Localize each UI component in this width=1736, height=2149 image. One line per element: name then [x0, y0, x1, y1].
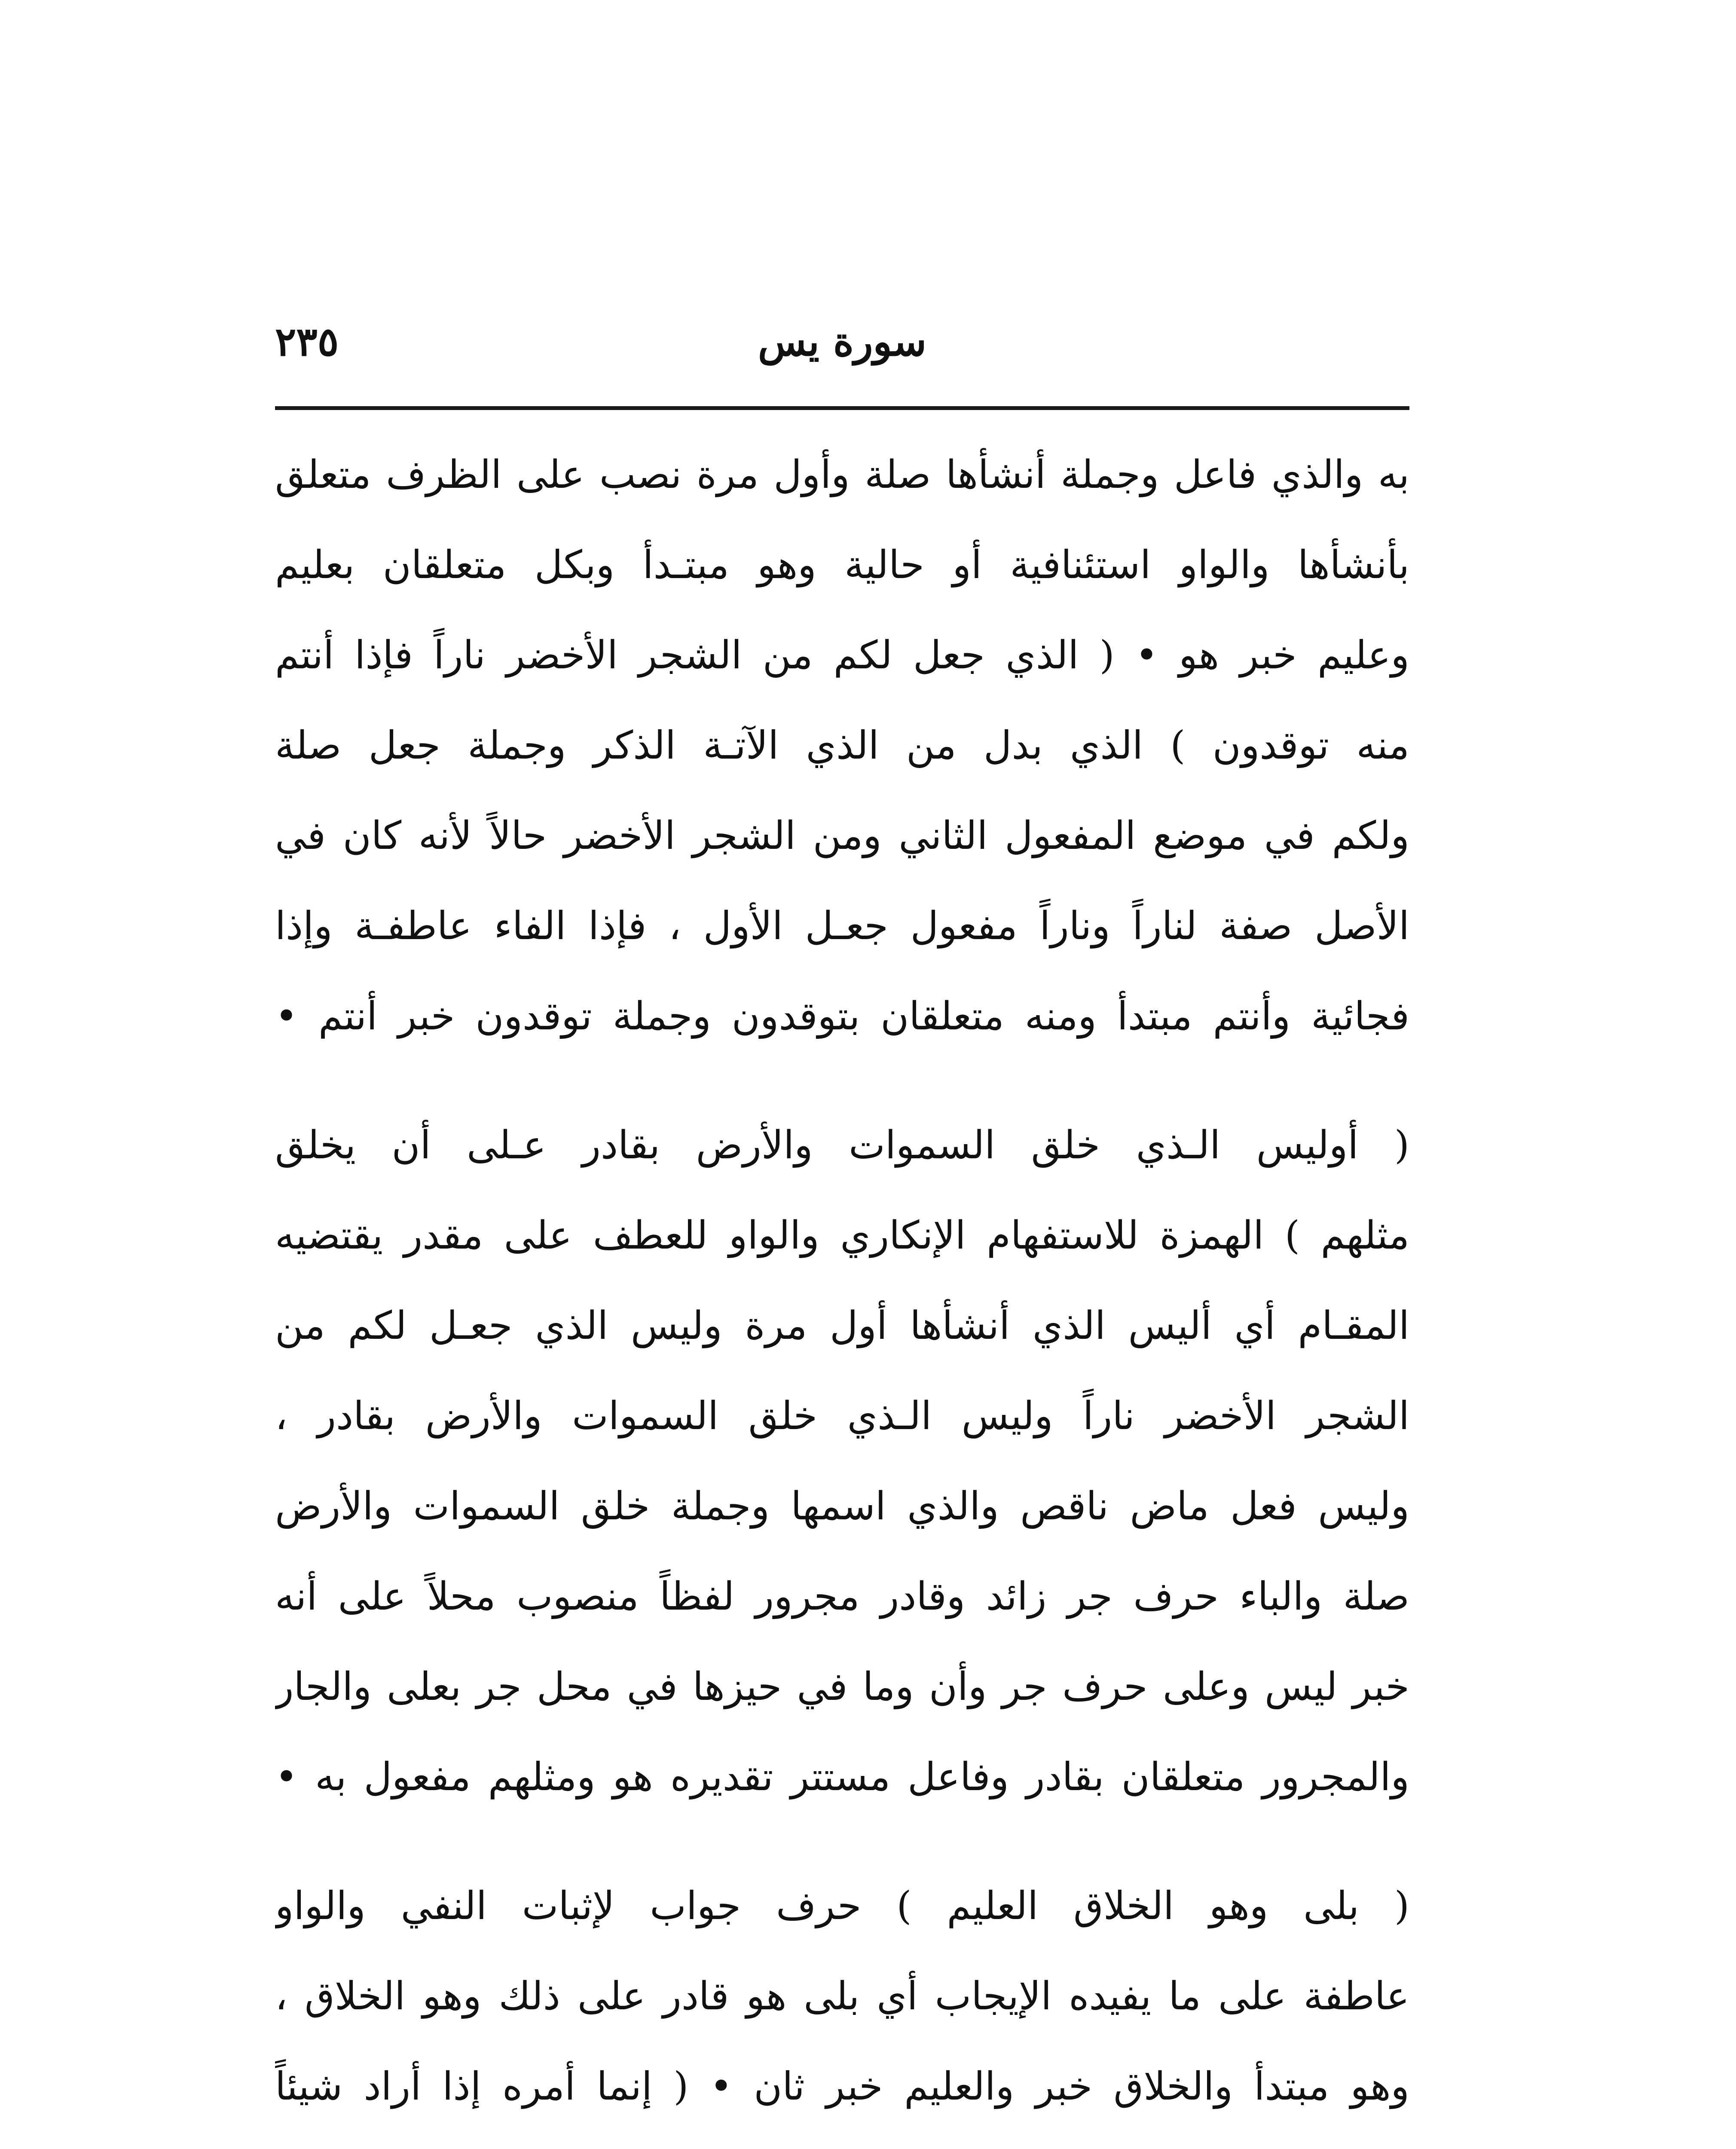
text-line: ( أوليس الـذي خلق السموات والأرض بقادر عـلى أن يخلق — [275, 1123, 1409, 1168]
text-line: وعليم خبر هو • ( الذي جعل لكم من الشجر الأخضر ناراً فإذا أنتم — [275, 633, 1409, 678]
text-line: المقـام أي أليس الذي أنشأها أول مرة وليس الذي جعـل لكم من — [275, 1303, 1409, 1348]
paragraph-1 — [275, 430, 1409, 1062]
surah-title: سورة يس — [758, 318, 927, 365]
page-body — [275, 430, 1409, 2149]
text-line — [275, 2132, 1409, 2149]
text-line: صلة والباء حرف جر زائد وقادر مجرور لفظاً منصوب محلاً على أنه — [275, 1574, 1409, 1619]
page-header — [275, 314, 1409, 370]
text-line: وهو مبتدأ والخلاق خبر والعليم خبر ثان • ( إنما أمره إذا أراد شيئاً — [275, 2064, 1409, 2109]
text-line: الأصل صفة لناراً وناراً مفعول جعـل الأول ، فإذا الفاء عاطفـة وإذا — [275, 903, 1409, 949]
text-line: به والذي فاعل وجملة أنشأها صلة وأول مرة نصب على الظرف متعلق — [275, 452, 1409, 497]
text-line: وليس فعل ماض ناقص والذي اسمها وجملة خلق السموات والأرض — [275, 1484, 1409, 1529]
text-line: والمجرور متعلقان بقادر وفاعل مستتر تقديره هو ومثلهم مفعول به • — [275, 1754, 1409, 1800]
text-line: بأنشأها والواو استئنافية أو حالية وهو مبتـدأ وبكل متعلقان بعليم — [275, 542, 1409, 588]
text-line: ( بلى وهو الخلاق العليم ) حرف جواب لإثبات النفي والواو — [275, 1883, 1409, 1929]
text-line: خبر ليس وعلى حرف جر وأن وما في حيزها في محل جر بعلى والجار — [275, 1664, 1409, 1709]
text-line: ولكم في موضع المفعول الثاني ومن الشجر الأخضر حالاً لأنه كان في — [275, 813, 1409, 858]
header-divider — [275, 406, 1409, 410]
text-line: مثلهم ) الهمزة للاستفهام الإنكاري والواو للعطف على مقدر يقتضيه — [275, 1213, 1409, 1258]
text-line: فجائية وأنتم مبتدأ ومنه متعلقان بتوقدون وجملة توقدون خبر أنتم • — [275, 994, 1409, 1039]
paragraph-gap — [275, 1822, 1409, 1861]
paragraph-gap — [275, 1062, 1409, 1100]
text-line: عاطفة على ما يفيده الإيجاب أي بلى هو قادر على ذلك وهو الخلاق ، — [275, 1974, 1409, 2019]
page-number: ٢٣٥ — [275, 318, 339, 365]
text-line: الشجر الأخضر ناراً وليس الـذي خلق السموات والأرض بقادر ، — [275, 1393, 1409, 1439]
paragraph-2 — [275, 1100, 1409, 1822]
paragraph-3 — [275, 1861, 1409, 2149]
text-line: منه توقدون ) الذي بدل من الذي الآتـة الذكر وجملة جعل صلة — [275, 723, 1409, 768]
